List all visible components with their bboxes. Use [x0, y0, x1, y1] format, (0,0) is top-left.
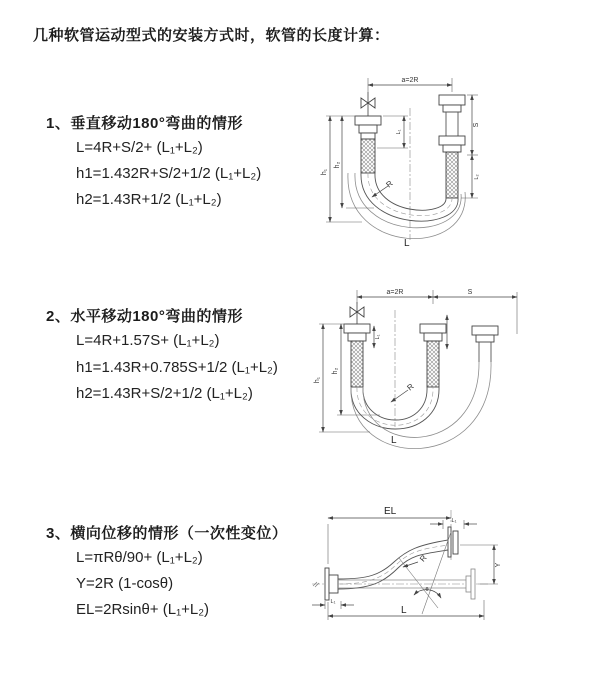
right-hose-fitting: [439, 95, 465, 198]
section-3-heading: 3、横向位移的情形（一次性变位）: [46, 525, 288, 542]
dim-label-l1: L₁: [396, 129, 402, 135]
dim-label-y: Y: [495, 562, 502, 568]
dim-label-el: EL: [384, 506, 397, 517]
dim-s: [467, 95, 480, 155]
left-flange: [325, 568, 338, 600]
dim-label-a2r: a=2R: [401, 77, 419, 84]
right-hose-fitting-phantom: [472, 326, 498, 362]
dim-l1-top: [430, 518, 477, 529]
section-1-formula-h1: h1=1.432R+S/2+1/2 (L₁+L₂): [76, 165, 262, 182]
dim-label-r: R: [405, 381, 416, 393]
break-mark: [313, 582, 319, 587]
dim-label-l-total: L: [391, 435, 397, 446]
dim-label-l: L: [401, 605, 407, 616]
page-title: 几种软管运动型式的安装方式时，软管的长度计算：: [33, 27, 390, 44]
dim-l1-bottom: [312, 599, 354, 609]
section-3-formula-L: L=πRθ/90+ (L₁+L₂): [76, 549, 203, 566]
dim-l1: [377, 116, 408, 148]
diagram-vertical-180-bend: [300, 70, 580, 265]
dim-label-h2: h₂: [334, 161, 341, 169]
section-2-formula-L: L=4R+1.57S+ (L₁+L₂): [76, 332, 220, 349]
dim-label-l1-bottom: L₁: [330, 599, 336, 605]
dim-label-s: S: [473, 122, 480, 128]
section-1-formula-h2: h2=1.43R+1/2 (L₁+L₂): [76, 191, 222, 208]
dim-label-a2r: a=2R: [386, 289, 404, 296]
dim-label-r: R: [384, 178, 395, 190]
dim-label-h1: h₁: [321, 168, 328, 176]
dim-label-theta: θ: [425, 587, 429, 593]
dim-l1: [374, 326, 381, 348]
dim-a2r: [368, 77, 452, 92]
diagram-horizontal-180-bend: [308, 282, 600, 462]
dim-label-r: R: [418, 553, 429, 564]
dim-label-h2: h₂: [332, 367, 339, 375]
top-right-flange: [448, 527, 458, 557]
section-3-formula-Y: Y=2R (1-cosθ): [76, 575, 174, 592]
left-hose-fitting: [344, 324, 370, 387]
radius-callout: [403, 553, 429, 567]
angle-construction: [399, 532, 451, 614]
dim-l2: [461, 155, 480, 198]
dim-l-total: [328, 600, 484, 620]
section-2-heading: 2、水平移动180°弯曲的情形: [46, 308, 243, 325]
section-3-formula-EL: EL=2Rsinθ+ (L₁+L₂): [76, 601, 210, 618]
section-2-formula-h1: h1=1.43R+0.785S+1/2 (L₁+L₂): [76, 359, 278, 376]
s-curve-hose: [338, 540, 448, 589]
dim-label-h1: h₁: [314, 376, 321, 384]
section-1-formula-L: L=4R+S/2+ (L₁+L₂): [76, 139, 203, 156]
dim-label-l2: L₂: [474, 174, 480, 180]
dim-label-l1-top: L₁: [451, 518, 457, 524]
valve-icon: [361, 92, 375, 116]
valve-icon: [350, 302, 364, 324]
dim-h1: [321, 116, 362, 222]
middle-hose-fitting: [420, 324, 446, 387]
dim-label-s: S: [467, 289, 473, 296]
diagram-lateral-displacement: [298, 498, 598, 646]
dim-a2r: [357, 289, 433, 304]
section-1-heading: 1、垂直移动180°弯曲的情形: [46, 115, 243, 132]
section-2-formula-h2: h2=1.43R+S/2+1/2 (L₁+L₂): [76, 385, 253, 402]
left-hose-fitting: [355, 116, 381, 173]
hose-u-curves: [351, 362, 491, 449]
dim-label-l1: L₁: [375, 334, 381, 340]
dim-el: [328, 506, 451, 564]
dim-label-l-total: L: [404, 238, 410, 249]
